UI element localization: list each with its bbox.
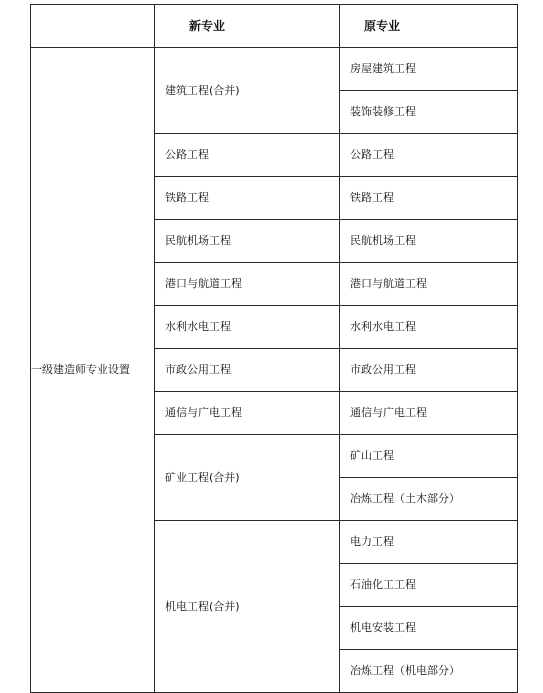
- original-major-cell: [340, 650, 518, 693]
- new-major-label: 通信与广电工程: [165, 406, 242, 419]
- new-major-label: 建筑工程(合并): [165, 83, 240, 97]
- original-major-label: 装饰装修工程: [350, 105, 416, 118]
- original-major-cell: [340, 392, 518, 435]
- new-major-cell: [155, 349, 340, 392]
- new-major-label: 民航机场工程: [165, 234, 231, 247]
- new-major-cell: [155, 263, 340, 306]
- original-major-label: 市政公用工程: [350, 363, 416, 376]
- new-major-cell: [155, 392, 340, 435]
- new-major-cell: [155, 134, 340, 177]
- original-major-label: 石油化工工程: [350, 578, 416, 591]
- new-major-label: 铁路工程: [165, 191, 209, 204]
- major-mapping-table: [30, 4, 518, 693]
- new-major-cell: [155, 435, 340, 521]
- new-major-cell: [155, 177, 340, 220]
- header-empty-cell: [31, 5, 155, 48]
- original-major-label: 机电安装工程: [350, 621, 416, 634]
- original-major-cell: [340, 306, 518, 349]
- header-new-major-label: 新专业: [189, 18, 226, 33]
- original-major-cell: [340, 478, 518, 521]
- original-major-cell: [340, 521, 518, 564]
- new-major-label: 港口与航道工程: [165, 277, 242, 290]
- original-major-label: 铁路工程: [350, 191, 394, 204]
- new-major-label: 公路工程: [165, 148, 209, 161]
- original-major-label: 民航机场工程: [350, 234, 416, 247]
- table-row: [31, 48, 518, 91]
- new-major-label: 水利水电工程: [165, 320, 231, 333]
- original-major-label: 矿山工程: [350, 449, 394, 462]
- original-major-label: 港口与航道工程: [350, 277, 427, 290]
- category-cell: [31, 48, 155, 693]
- original-major-label: 公路工程: [350, 148, 394, 161]
- original-major-cell: [340, 435, 518, 478]
- original-major-cell: [340, 349, 518, 392]
- original-major-cell: [340, 177, 518, 220]
- original-major-label: 电力工程: [350, 535, 394, 548]
- original-major-cell: [340, 263, 518, 306]
- header-new-major: [155, 5, 340, 48]
- new-major-label: 市政公用工程: [165, 363, 231, 376]
- original-major-cell: [340, 607, 518, 650]
- new-major-label: 矿业工程(合并): [165, 470, 240, 484]
- original-major-cell: [340, 91, 518, 134]
- new-major-cell: [155, 48, 340, 134]
- original-major-cell: [340, 564, 518, 607]
- header-original-major: [340, 5, 518, 48]
- original-major-cell: [340, 48, 518, 91]
- original-major-label: 水利水电工程: [350, 320, 416, 333]
- new-major-label: 机电工程(合并): [165, 599, 240, 613]
- original-major-label: 通信与广电工程: [350, 406, 427, 419]
- original-major-label: 冶炼工程（机电部分）: [350, 664, 460, 677]
- table-header-row: [31, 5, 518, 48]
- new-major-cell: [155, 220, 340, 263]
- new-major-cell: [155, 521, 340, 693]
- original-major-cell: [340, 134, 518, 177]
- header-original-major-label: 原专业: [364, 18, 401, 33]
- original-major-cell: [340, 220, 518, 263]
- original-major-label: 冶炼工程（土木部分）: [350, 492, 460, 505]
- category-label: 一级建造师专业设置: [31, 363, 130, 376]
- original-major-label: 房屋建筑工程: [350, 62, 416, 75]
- new-major-cell: [155, 306, 340, 349]
